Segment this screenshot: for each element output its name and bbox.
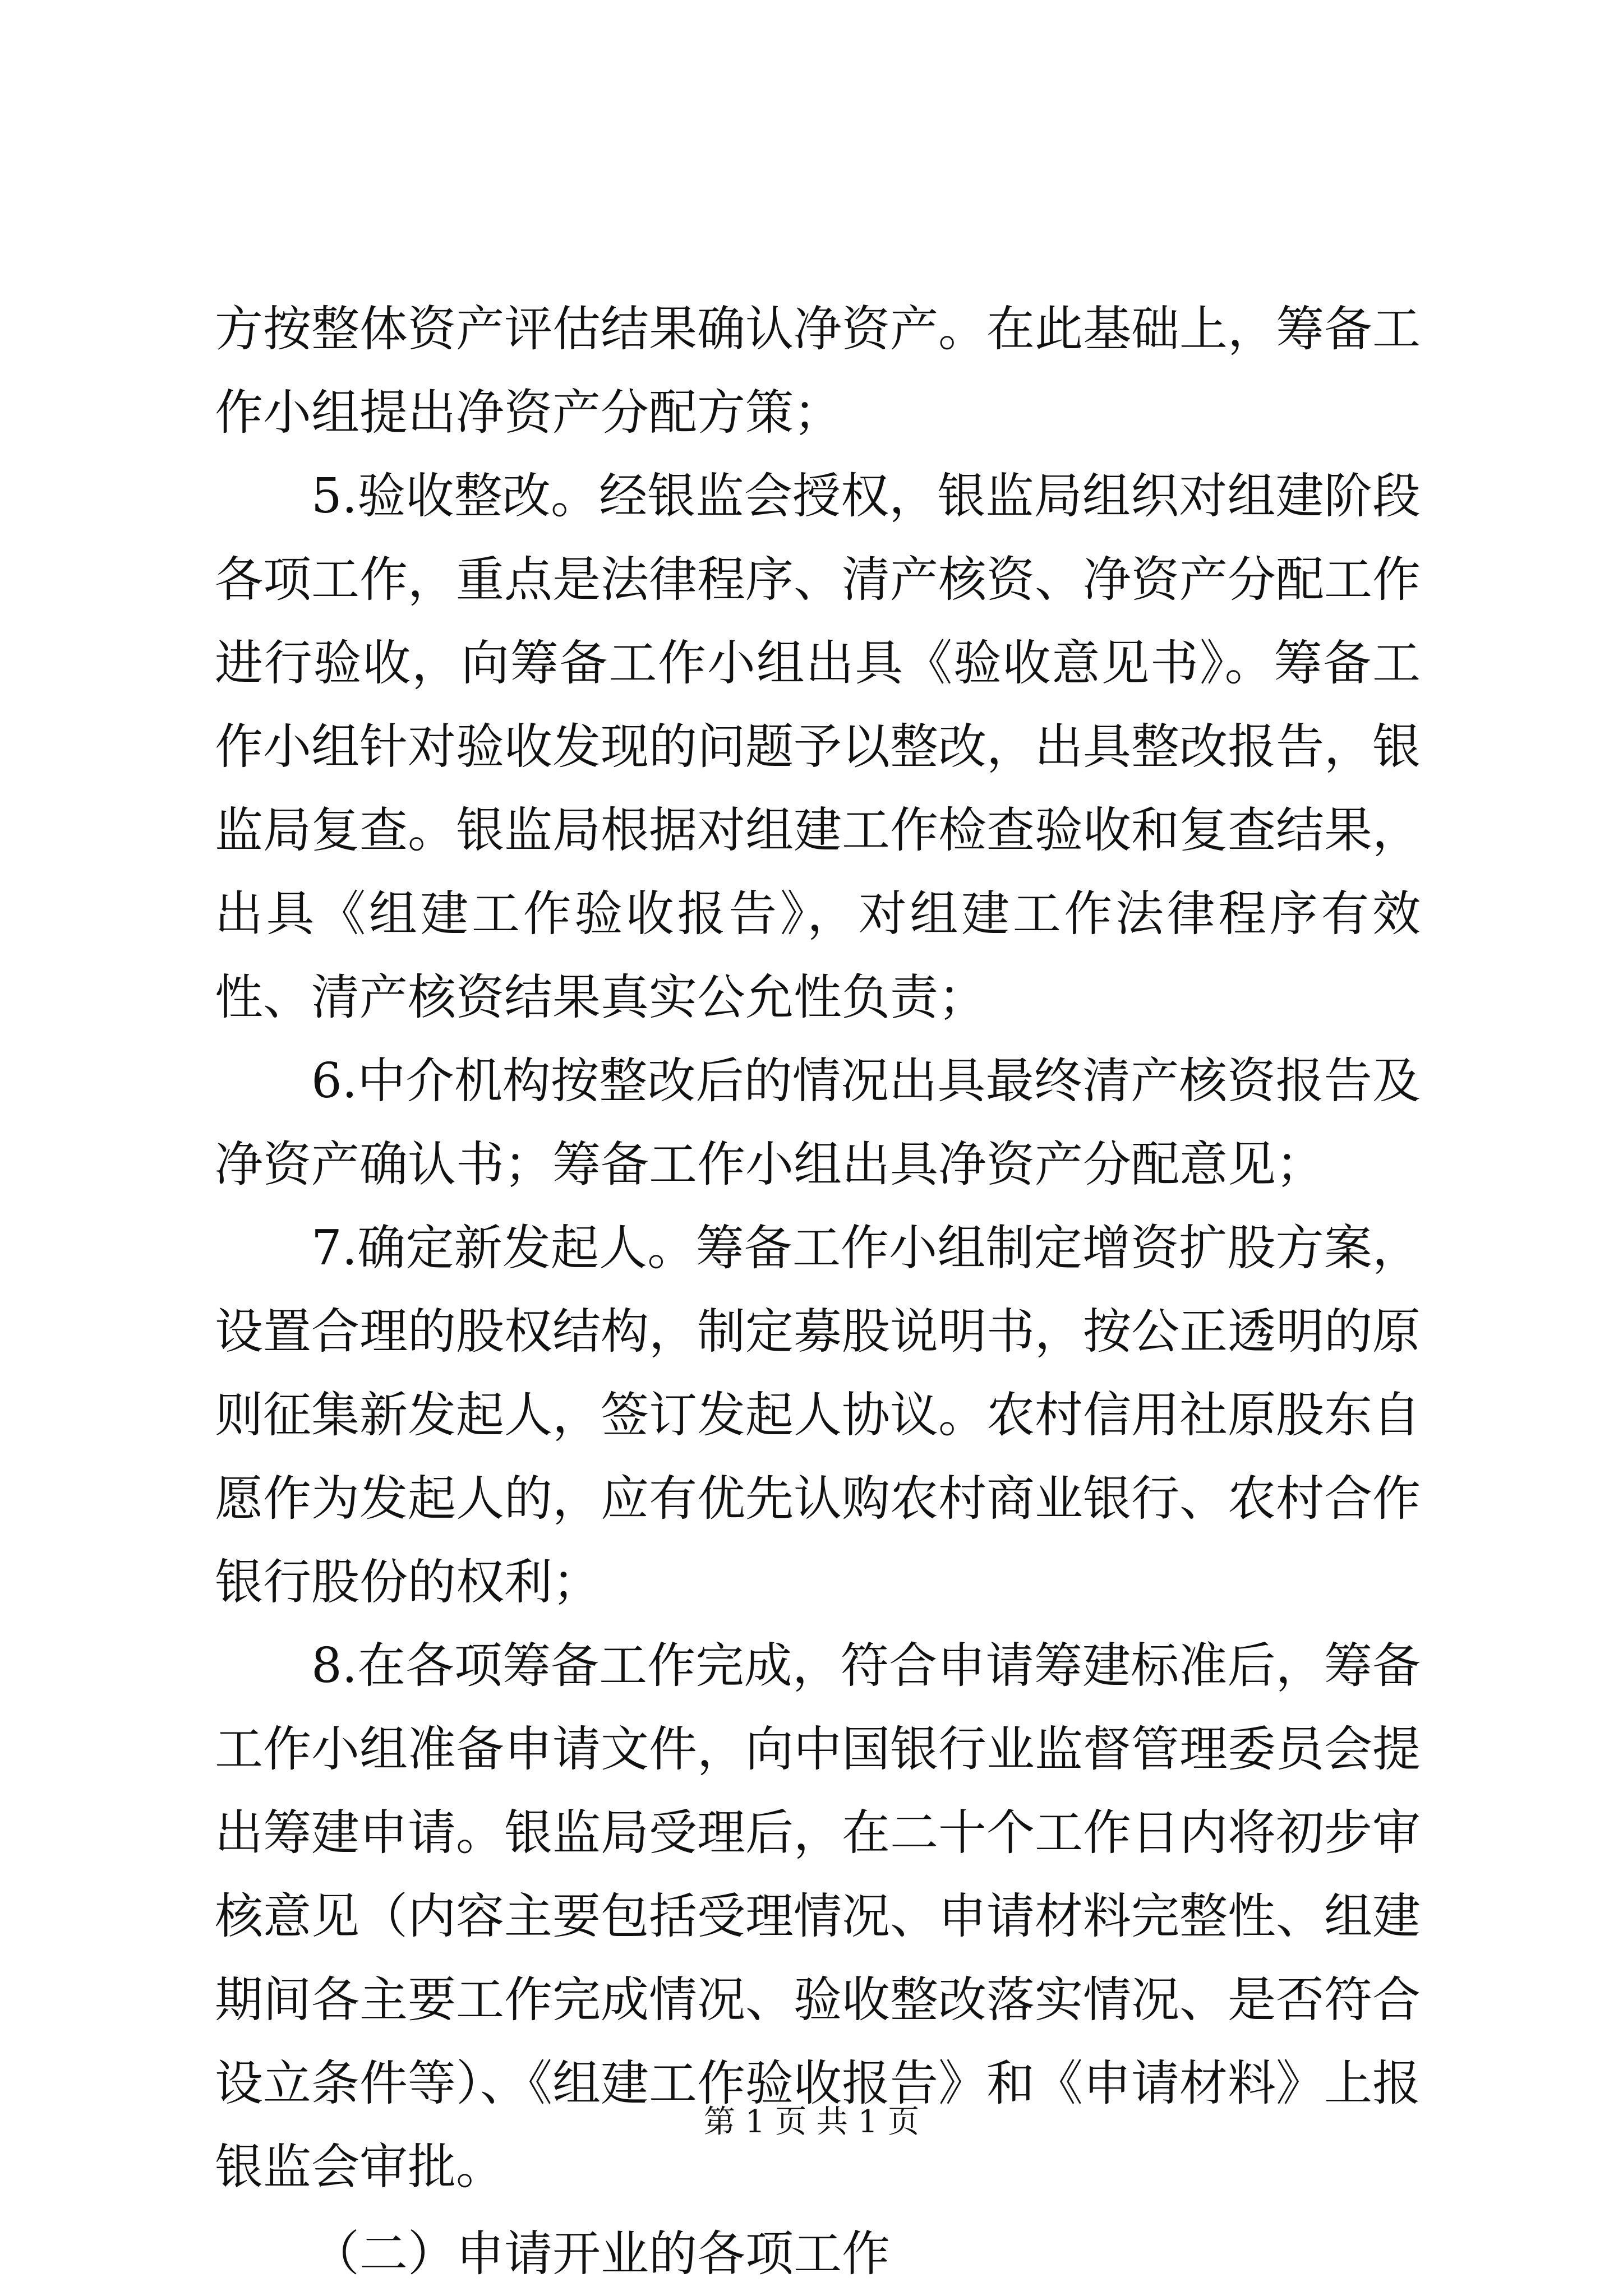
paragraph-4: 7.确定新发起人。筹备工作小组制定增资扩股方案，设置合理的股权结构，制定募股说明书，按公正透明的原则征集新发起人，签订发起人协议。农村信用社原股东自愿作为发起人的，应有优先认购农村商业银行、农村合作银行股份的权利； [215, 1220, 1421, 1610]
paragraph-2: 5.验收整改。经银监会授权，银监局组织对组建阶段各项工作，重点是法律程序、清产核资、净资产分配工作进行验收，向筹备工作小组出具《验收意见书》。筹备工作小组针对验收发现的问题予以整改，出具整改报告，银监局复查。银监局根据对组建工作检查验收和复查结果，出具《组建工作验收报告》，对组建工作法律程序有效性、清产核资结果真实公允性负责； [215, 468, 1421, 1025]
paragraph-1: 方按整体资产评估结果确认净资产。在此基础上，筹备工作小组提出净资产分配方策； [215, 301, 1421, 441]
section-heading: （二）申请开业的各项工作 [311, 2226, 890, 2282]
document-body [215, 288, 1421, 2296]
paragraph-3: 6.中介机构按整改后的情况出具最终清产核资报告及净资产确认书；筹备工作小组出具净资产分配意见； [215, 1053, 1421, 1193]
paragraph-5: 8.在各项筹备工作完成，符合申请筹建标准后，筹备工作小组准备申请文件，向中国银行业监督管理委员会提出筹建申请。银监局受理后，在二十个工作日内将初步审核意见（内容主要包括受理情况、申请材料完整性、组建期间各主要工作完成情况、验收整改落实情况、是否符合设立条件等）、《组建工作验收报告》和《申请材料》上报银监会审批。 [215, 1638, 1421, 2195]
page-footer: 第 1 页 共 1 页 [703, 2104, 920, 2140]
